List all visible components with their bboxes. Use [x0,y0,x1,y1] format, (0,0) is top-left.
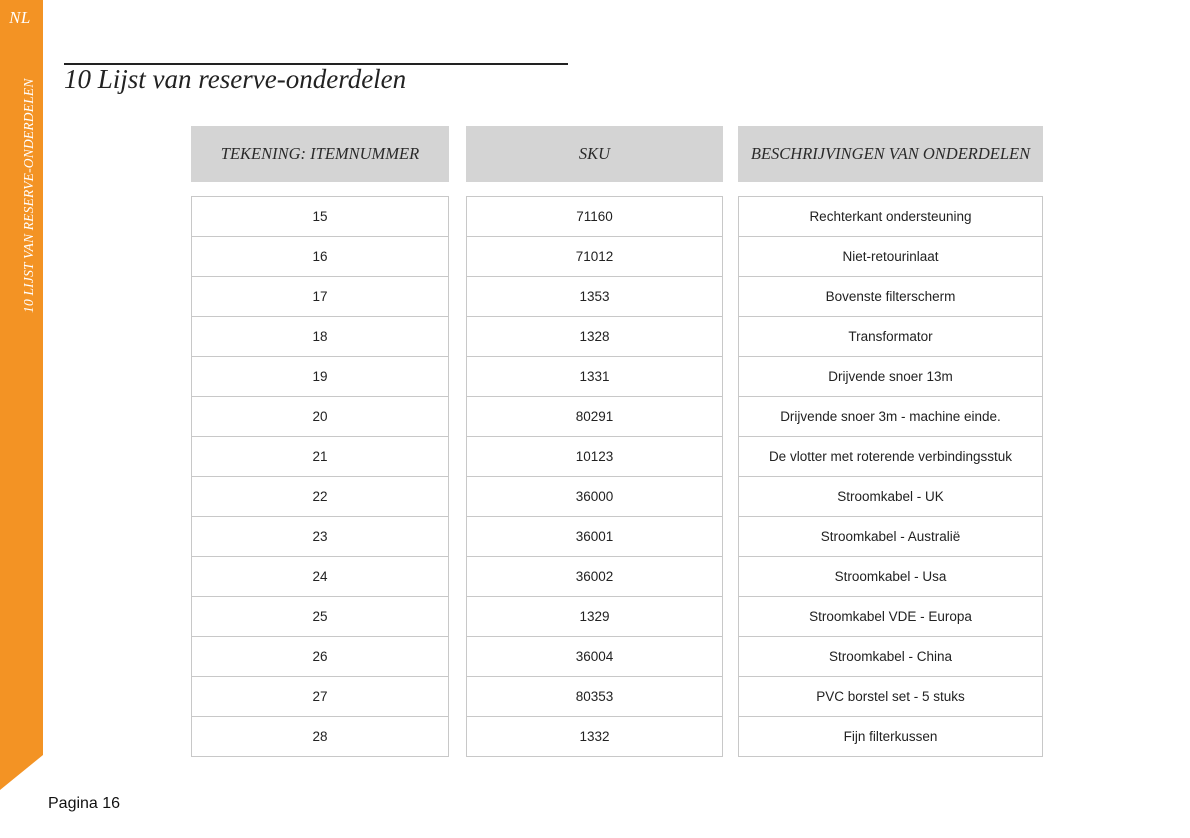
column-header-item-number: TEKENING: ITEMNUMMER [191,126,449,182]
section-tab-title: 10 LIJST VAN RESERVE-ONDERDELEN [21,78,36,313]
table-cell-sku: 71012 [466,237,723,277]
table-cell-sku: 1353 [466,277,723,317]
table-cell-item: 27 [191,677,449,717]
table-cell-sku: 80353 [466,677,723,717]
table-cell-sku: 36000 [466,477,723,517]
table-cell-sku: 71160 [466,196,723,237]
table-cell-desc: Drijvende snoer 3m - machine einde. [738,397,1043,437]
table-cell-desc: Stroomkabel VDE - Europa [738,597,1043,637]
table-cell-item: 15 [191,196,449,237]
table-cell-desc: Stroomkabel - Usa [738,557,1043,597]
table-cell-desc: De vlotter met roterende verbindingsstuk [738,437,1043,477]
table-cell-item: 16 [191,237,449,277]
table-cell-item: 26 [191,637,449,677]
column-header-description: BESCHRIJVINGEN VAN ONDERDELEN [738,126,1043,182]
table-cell-desc: Stroomkabel - UK [738,477,1043,517]
table-cell-desc: Drijvende snoer 13m [738,357,1043,397]
table-cell-item: 18 [191,317,449,357]
table-cell-item: 17 [191,277,449,317]
table-cell-sku: 80291 [466,397,723,437]
column-header-sku: SKU [466,126,723,182]
table-cell-item: 25 [191,597,449,637]
table-cell-desc: Stroomkabel - Australië [738,517,1043,557]
table-cell-desc: PVC borstel set - 5 stuks [738,677,1043,717]
table-cell-item: 23 [191,517,449,557]
side-bar [0,0,43,838]
table-cell-desc: Stroomkabel - China [738,637,1043,677]
page-number: Pagina 16 [48,795,121,812]
table-cell-desc: Niet-retourinlaat [738,237,1043,277]
table-cell-item: 28 [191,717,449,757]
table-cell-item: 20 [191,397,449,437]
table-cell-sku: 1332 [466,717,723,757]
table-cell-sku: 10123 [466,437,723,477]
table-cell-item: 21 [191,437,449,477]
column-item-number [191,126,449,757]
table-cell-sku: 36001 [466,517,723,557]
table-cell-desc: Fijn filterkussen [738,717,1043,757]
page-title: 10 Lijst van reserve-onderdelen [64,64,407,94]
table-cell-desc: Transformator [738,317,1043,357]
table-cell-sku: 1331 [466,357,723,397]
language-code: NL [9,8,31,27]
column-cells-item [191,196,449,757]
table-cell-desc: Rechterkant ondersteuning [738,196,1043,237]
table-cell-sku: 1328 [466,317,723,357]
table-cell-desc: Bovenste filterscherm [738,277,1043,317]
column-sku [466,126,723,757]
table-cell-item: 24 [191,557,449,597]
table-cell-sku: 1329 [466,597,723,637]
column-description [738,126,1043,757]
table-cell-item: 19 [191,357,449,397]
column-cells-sku [466,196,723,757]
table-cell-sku: 36002 [466,557,723,597]
table-cell-item: 22 [191,477,449,517]
table-cell-sku: 36004 [466,637,723,677]
column-cells-desc [738,196,1043,757]
